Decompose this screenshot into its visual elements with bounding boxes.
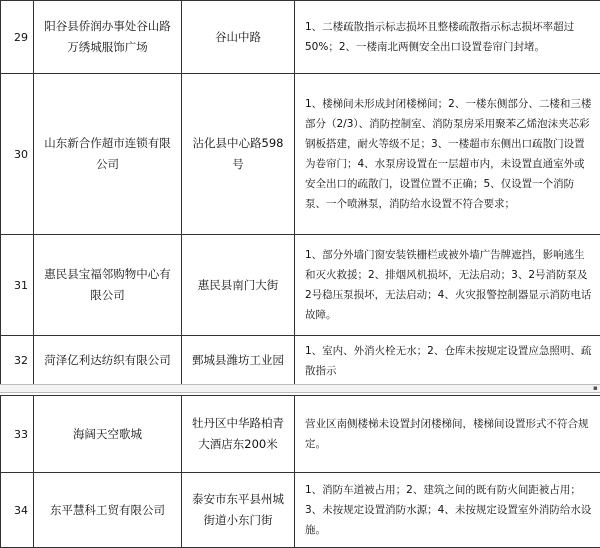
unit-name: 惠民县宝福邻购物中心有限公司 (34, 235, 182, 336)
hazard-description: 营业区南侧楼梯未设置封闭楼梯间，楼梯间设置形式不符合规定。 (295, 396, 600, 473)
table-row (1, 396, 600, 473)
row-number: 31 (1, 235, 34, 336)
page-break-separator (0, 384, 600, 393)
unit-address: 沾化县中心路598号 (182, 74, 295, 235)
hazard-description: 1、部分外墙门窗安装铁栅栏或被外墙广告牌遮挡，影响逃生和灭火救援；2、排烟风机损坏，无法启动；3、2号消防泵及2号稳压泵损坏，无法启动；4、火灾报警控制器显示消防电话故障。 (295, 235, 600, 336)
table-row (1, 473, 600, 548)
unit-address: 惠民县南门大街 (182, 235, 295, 336)
unit-address: 谷山中路 (182, 1, 295, 74)
table-row (1, 336, 600, 386)
hazard-description: 1、室内、外消火栓无水；2、仓库未按规定设置应急照明、疏散指示 (295, 336, 600, 386)
table-row (1, 235, 600, 336)
row-number: 30 (1, 74, 34, 235)
hazard-description: 1、消防车道被占用；2、建筑之间的既有防火间距被占用；3、未按规定设置消防水源；4、未按规定设置室外消防给水设施。 (295, 473, 600, 548)
unit-address: 鄄城县潍坊工业园 (182, 336, 295, 386)
page-break-marker-icon: ▪ (593, 384, 598, 393)
unit-name: 阳谷县侨润办事处谷山路万绣城服饰广场 (34, 1, 182, 74)
row-number: 34 (1, 473, 34, 548)
unit-name: 山东新合作超市连锁有限公司 (34, 74, 182, 235)
inspection-table-lower (0, 395, 600, 548)
unit-name: 海阔天空歌城 (34, 396, 182, 473)
table-block-lower (0, 395, 600, 548)
hazard-description: 1、楼梯间未形成封闭楼梯间；2、一楼东侧部分、二楼和三楼部分（2/3）、消防控制室、消防泵房采用聚苯乙烯泡沫夹芯彩钢板搭建，耐火等级不足；3、一楼超市东侧出口疏散门设置为卷帘门；4、水泵房设置在一层超市内，未设置直通室外或安全出口的疏散门，设置位置不正确；5、仅设置一个消防泵、一个喷淋泵，消防给水设置不符合要求； (295, 74, 600, 235)
hazard-description: 1、二楼疏散指示标志损坏且整楼疏散指示标志损坏率超过50%；2、一楼南北两侧安全出口设置卷帘门封堵。 (295, 1, 600, 74)
row-number: 32 (1, 336, 34, 386)
unit-name: 菏泽亿利达纺织有限公司 (34, 336, 182, 386)
table-row (1, 74, 600, 235)
row-number: 29 (1, 1, 34, 74)
table-row (1, 1, 600, 74)
unit-address: 牡丹区中华路柏青大酒店东200米 (182, 396, 295, 473)
unit-name: 东平慧科工贸有限公司 (34, 473, 182, 548)
unit-address: 泰安市东平县州城街道小东门街 (182, 473, 295, 548)
row-number: 33 (1, 396, 34, 473)
